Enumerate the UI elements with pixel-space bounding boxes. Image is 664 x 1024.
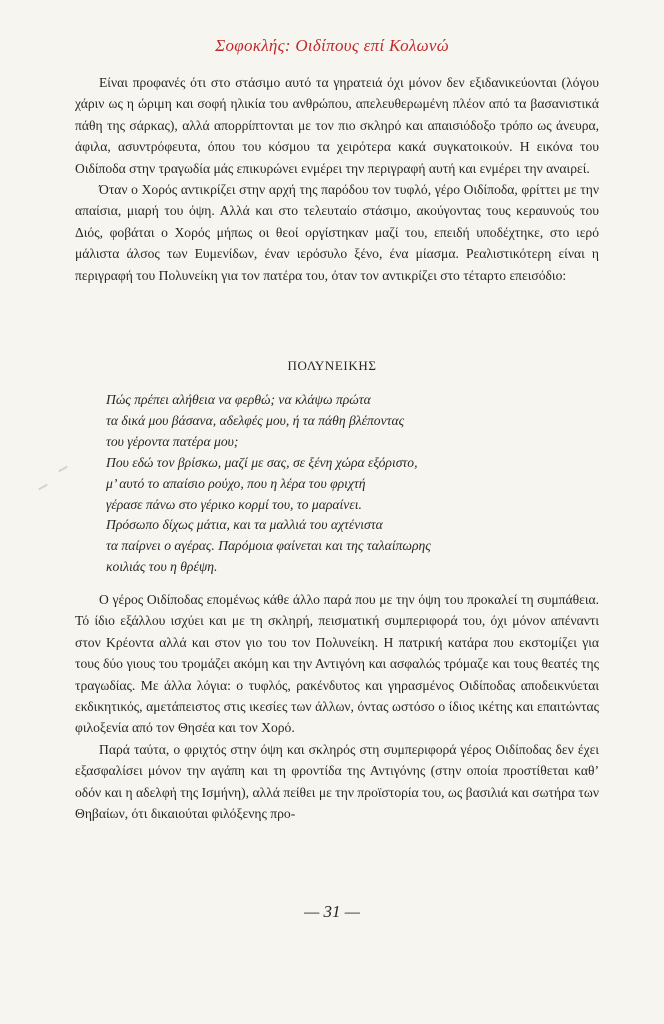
speaker-name: ΠΟΛΥΝΕΙΚΗΣ bbox=[287, 358, 377, 373]
paragraph: Είναι προφανές ότι στο στάσιμο αυτό τα γηρατειά όχι μόνον δεν εξιδανικεύονται (λόγου χάριν ως η ώριμη και σοφή ηλικία του ανθρώπου, απελευθερωμένη πλέον από τα βασανιστικά πάθη της σάρκας), αλλά απορρίπτονται με τον πιο σκληρό και απαισιόδοξο τρόπο ως άνευρα, άφιλα, ασυντρόφευτα, όπου του κόσμου τα χειρότερα κακά συγκατοικούν. Η εικόνα του Οιδίποδα στην τραγωδία μάς επικυρώνει ενμέρει την περιγραφή αυτή και ενμέρει την αναιρεί. bbox=[75, 75, 599, 176]
body-text-top bbox=[75, 72, 599, 286]
verse-line: Πρόσωπο δίχως μάτια, και τα μαλλιά του αχτένιστα bbox=[106, 517, 383, 533]
running-header: Σοφοκλής: Οιδίπους επί Κολωνώ bbox=[215, 36, 449, 55]
paragraph: Ο γέρος Οιδίποδας επομένως κάθε άλλο παρά που με την όψη του προκαλεί τη συμπάθεια. Τό ίδιο εξάλλου ισχύει και με τη σκληρή, πεισματική συμπεριφορά του, όχι μόνον απέναντι στον Κρέοντα αλλά και στον γιο του τον Πολυνείκη. Η πατρική κατάρα που εκστομίζει για τους δύο γιους του τρομάζει ακόμη και την Αντιγόνη και ασφαλώς τρόμαζε και τους θεατές της τραγωδίας. Με άλλα λόγια: ο τυφλός, ρακένδυτος και γηρασμένος Οιδίποδας αποδεικνύεται εκδικητικός, αμετάπειστος στις ικεσίες των άλλων, όντας ωστόσο ο ίδιος ικέτης και επαιτώντας φιλοξενία από τον Θησέα και τον Χορό. bbox=[75, 592, 599, 736]
scan-speck bbox=[58, 466, 68, 473]
scan-speck bbox=[38, 484, 48, 491]
page-number: — 31 — bbox=[304, 902, 360, 921]
verse-line: τα παίρνει ο αγέρας. Παρόμοια φαίνεται και της ταλαίπωρης bbox=[106, 538, 431, 554]
paragraph: Όταν ο Χορός αντικρίζει στην αρχή της παρόδου τον τυφλό, γέρο Οιδίποδα, φρίττει με την απαίσια, μιαρή του όψη. Αλλά και στο τελευταίο στάσιμο, ακούγοντας τους κεραυνούς του Διός, φοβάται ο Χορός μήπως οι θεοί οργίστηκαν μαζί του, επειδή υποδέχτηκε, στο ιερό μάλιστα άλσος των Ευμενίδων, έναν ιερόσυλο ξένο, ένα μίασμα. Ρεαλιστικότερη είναι η περιγραφή του Πολυνείκη για τον πατέρα του, όταν τον αντικρίζει στο τέταρτο επεισόδιο: bbox=[75, 182, 599, 283]
verse-line: Που εδώ τον βρίσκω, μαζί με σας, σε ξένη χώρα εξόριστο, bbox=[106, 454, 418, 470]
verse-line: κοιλιάς του η θρέψη. bbox=[106, 559, 218, 575]
verse-line: τα δικά μου βάσανα, αδελφές μου, ή τα πάθη βλέποντας bbox=[106, 412, 405, 428]
paragraph: Παρά ταύτα, ο φριχτός στην όψη και σκληρός στη συμπεριφορά γέρος Οιδίποδας δεν έχει εξασφαλίσει μόνον την αγάπη και τη φροντίδα της Αντιγόνης (στην οποία προστίθεται καθ’ οδόν και η αδελφή της Ισμήνη), αλλά πείθει με την προϊστορία του, ως βασιλιά και σωτήρα των Θηβαίων, ότι δικαιούται φιλόξενης προ- bbox=[75, 741, 599, 822]
verse-line: γέρασε πάνω στο γέρικο κορμί του, το μαραίνει. bbox=[106, 496, 362, 512]
verse-quotation bbox=[106, 390, 576, 578]
verse-line: Πώς πρέπει αλήθεια να φερθώ; να κλάψω πρώτα bbox=[106, 392, 371, 407]
verse-line: μ’ αυτό το απαίσιο ρούχο, που η λέρα του φριχτή bbox=[106, 475, 366, 491]
body-text-bottom bbox=[75, 589, 599, 824]
verse-line: του γέροντα πατέρα μου; bbox=[106, 433, 239, 449]
